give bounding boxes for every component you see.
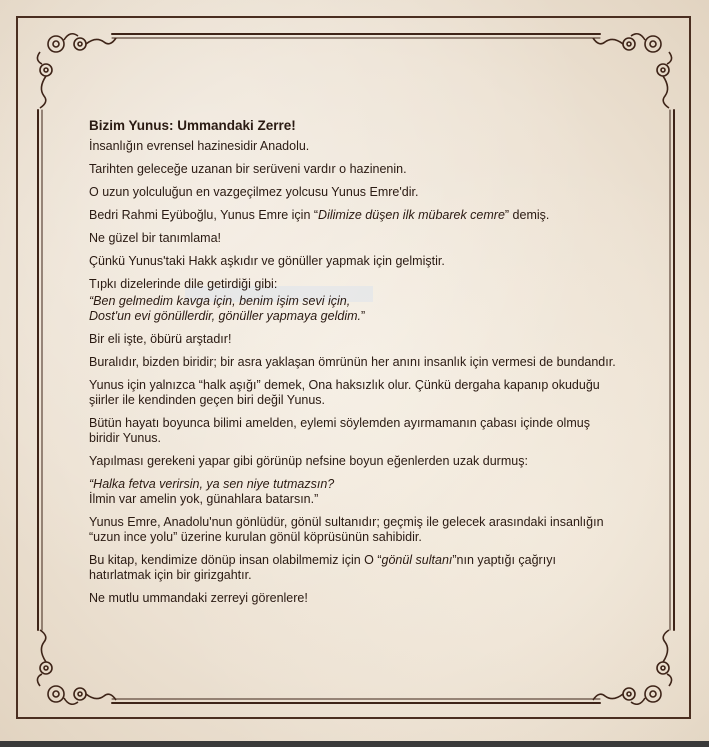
text-span: Bedri Rahmi Eyüboğlu, Yunus Emre için “	[89, 208, 319, 222]
paragraph: Ne mutlu ummandaki zerreyi görenlere!	[89, 591, 308, 605]
paragraph	[89, 515, 649, 545]
text-line: biridir Yunus.	[89, 431, 162, 445]
corner-ornament-bottom-left	[37, 630, 116, 704]
quote-italic: Dilimize düşen ilk mübarek cemre	[318, 208, 505, 222]
text-span: ” demiş.	[504, 208, 550, 222]
text-line: Yunus için yalnızca “halk aşığı” demek, Ona haksızlık olur. Çünkü dergaha kapanıp okuduğu	[89, 378, 600, 392]
paragraph: Tıpkı dizelerinde dile getirdiği gibi:	[89, 277, 278, 291]
text-line: Yunus Emre, Anadolu'nun gönlüdür, gönül sultanıdır; geçmiş ile gelecek arasındaki insanlığın	[89, 515, 604, 529]
poem-line: İlmin var amelin yok, günahlara batarsın.”	[89, 492, 319, 506]
poem-line: “Halka fetva verirsin, ya sen niye tutmazsın?	[89, 477, 335, 491]
paragraph: O uzun yolculuğun en vazgeçilmez yolcusu Yunus Emre'dir.	[89, 185, 419, 199]
paragraph: Tarihten geleceğe uzanan bir serüveni vardır o hazinenin.	[89, 162, 407, 176]
poem-block	[89, 294, 649, 324]
poem-block	[89, 477, 649, 507]
poem-line: Dost'un evi gönüllerdir, gönüller yapmaya geldim.	[89, 309, 361, 323]
text-span: ”nın yaptığı çağrıyı	[452, 553, 556, 567]
text-line: hatırlatmak için bir girizgahtır.	[89, 568, 252, 582]
corner-ornament-top-left	[37, 34, 116, 108]
poem-line: “Ben gelmedim kavga için, benim işim sevi için,	[89, 294, 351, 308]
text-line: şiirler ile kendinden geçen biri değil Yunus.	[89, 393, 326, 407]
text-line: “uzun ince yolu” üzerine kurulan gönül köprüsünün sahibidir.	[89, 530, 422, 544]
corner-ornament-bottom-right	[593, 630, 672, 704]
paragraph	[89, 378, 649, 408]
paragraph	[89, 553, 649, 583]
document-title: Bizim Yunus: Ummandaki Zerre!	[89, 118, 296, 133]
text-line: Bütün hayatı boyunca bilimi amelden, eylemi söylemden ayırmamanın çabası içinde olmuş	[89, 416, 590, 430]
paragraph: İnsanlığın evrensel hazinesidir Anadolu.	[89, 139, 310, 153]
quote-italic: gönül sultanı	[381, 553, 453, 567]
text-span: Bu kitap, kendimize dönüp insan olabilmemiz için O “	[89, 553, 382, 567]
paragraph: Yapılması gerekeni yapar gibi görünüp nefsine boyun eğenlerden uzak durmuş:	[89, 454, 528, 468]
corner-ornament-top-right	[593, 34, 672, 108]
poem-close: ”	[360, 309, 366, 323]
document-body	[89, 118, 649, 614]
paragraph: Çünkü Yunus'taki Hakk aşkıdır ve gönüller yapmak için gelmiştir.	[89, 254, 445, 268]
paragraph	[89, 416, 649, 446]
paragraph: Buralıdır, bizden biridir; bir asra yaklaşan ömrünün her anını insanlık için vermesi de bundandır.	[89, 355, 616, 369]
paragraph: Bir eli işte, öbürü arştadır!	[89, 332, 232, 346]
paragraph: Ne güzel bir tanımlama!	[89, 231, 222, 245]
paragraph	[89, 208, 649, 223]
